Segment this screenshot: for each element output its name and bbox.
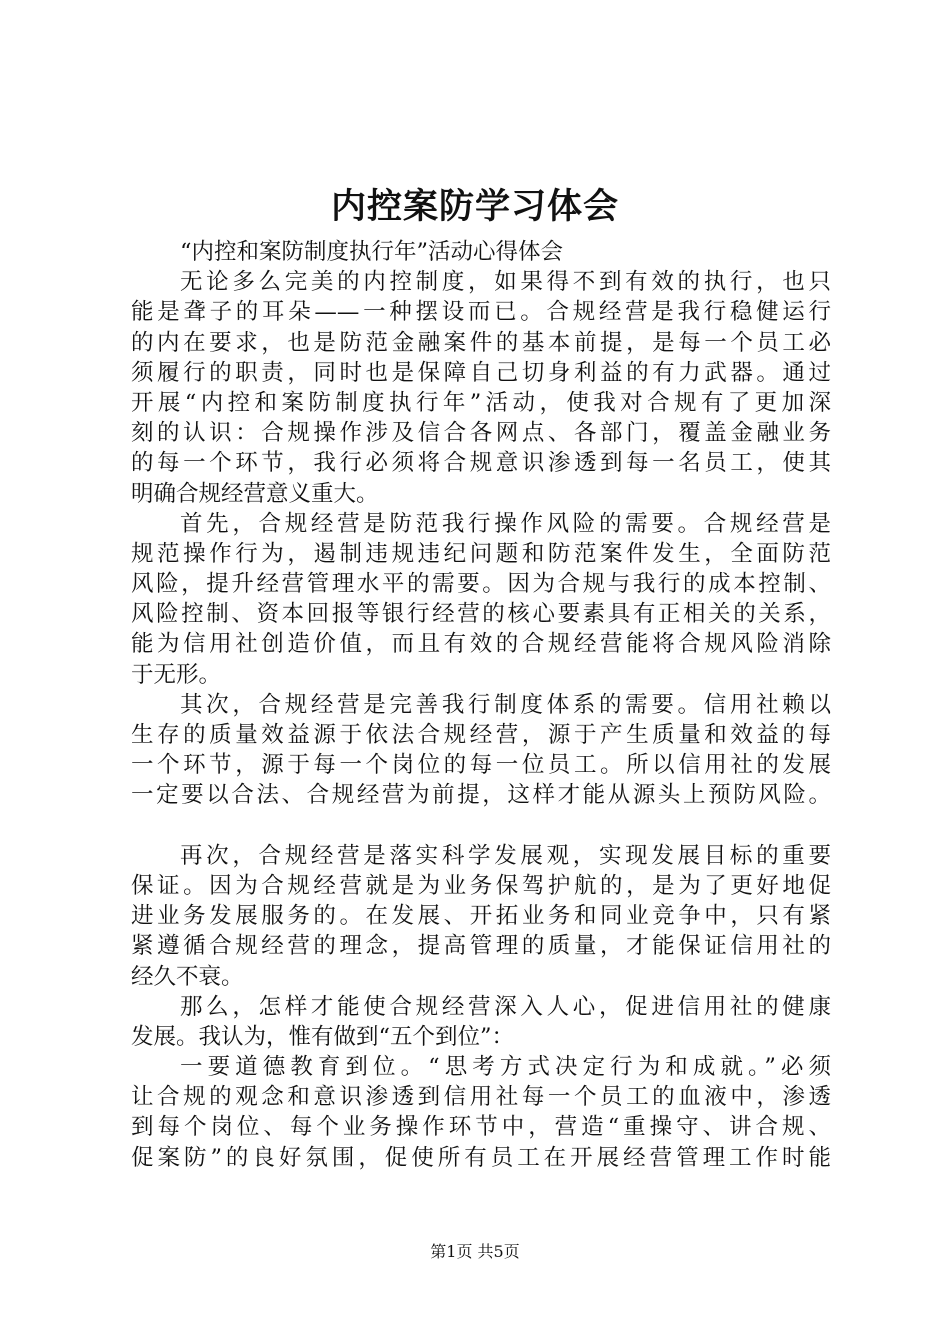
blank-line (131, 811, 831, 841)
subtitle-line: “内控和案防制度执行年”活动心得体会 (180, 239, 564, 265)
paragraph-line: 紧遵循合规经营的理念，提高管理的质量，才能保证信用社的 (131, 933, 831, 960)
paragraph-line: 其次，合规经营是完善我行制度体系的需要。信用社赖以 (180, 691, 831, 718)
paragraph-line: 保证。因为合规经营就是为业务保驾护航的，是为了更好地促 (131, 872, 831, 899)
paragraph-line: 一要道德教育到位。“思考方式决定行为和成就。”必须 (180, 1054, 831, 1081)
paragraph-line: 发展。我认为，惟有做到“五个到位”： (131, 1023, 515, 1050)
paragraph-line: 风险，提升经营管理水平的需要。因为合规与我行的成本控制、 (131, 571, 831, 598)
page-number-footer: 第1页 共5页 (430, 1242, 520, 1261)
paragraph-line: 首先，合规经营是防范我行操作风险的需要。合规经营是 (180, 510, 831, 537)
paragraph-line: 明确合规经营意义重大。 (131, 480, 379, 507)
paragraph-line: 刻的认识：合规操作涉及信合各网点、各部门，覆盖金融业务 (131, 420, 831, 447)
paragraph-line: 的内在要求，也是防范金融案件的基本前提，是每一个员工必 (131, 329, 831, 356)
paragraph-line: 生存的质量效益源于依法合规经营，源于产生质量和效益的每 (131, 722, 831, 748)
paragraph-line: 须履行的职责，同时也是保障自己切身利益的有力武器。通过 (131, 359, 831, 386)
paragraph-line: 于无形。 (131, 661, 222, 688)
paragraph-line: 风险控制、资本回报等银行经营的核心要素具有正相关的关系， (131, 601, 831, 628)
paragraph-line: 让合规的观念和意识渗透到信用社每一个员工的血液中，渗透 (131, 1084, 831, 1111)
paragraph-line: 能是聋子的耳朵——一种摆设而已。合规经营是我行稳健运行 (131, 299, 831, 326)
paragraph-line: 到每个岗位、每个业务操作环节中，营造“重操守、讲合规、 (131, 1114, 831, 1141)
paragraph-line: 进业务发展服务的。在发展、开拓业务和同业竞争中，只有紧 (131, 903, 831, 930)
paragraph-line: 一定要以合法、合规经营为前提，这样才能从源头上预防风险。 (131, 782, 831, 809)
paragraph-line: 无论多么完美的内控制度，如果得不到有效的执行，也只 (180, 269, 831, 296)
document-body (131, 237, 831, 1173)
paragraph-line: 能为信用社创造价值，而且有效的合规经营能将合规风险消除 (131, 631, 831, 658)
paragraph-line: 经久不衰。 (131, 963, 244, 990)
paragraph-line: 促案防”的良好氛围，促使所有员工在开展经营管理工作时能 (131, 1144, 831, 1171)
paragraph-line: 的每一个环节，我行必须将合规意识渗透到每一名员工，使其 (131, 450, 831, 477)
paragraph-line: 一个环节，源于每一个岗位的每一位员工。所以信用社的发展 (131, 752, 831, 779)
paragraph-line: 规范操作行为，遏制违规违纪问题和防范案件发生，全面防范 (131, 540, 831, 567)
document-title: 内控案防学习体会 (330, 187, 619, 227)
paragraph-line: 那么，怎样才能使合规经营深入人心，促进信用社的健康 (180, 993, 831, 1020)
paragraph-line: 再次，合规经营是落实科学发展观，实现发展目标的重要 (180, 842, 831, 869)
paragraph-line: 开展“内控和案防制度执行年”活动，使我对合规有了更加深 (131, 389, 831, 416)
